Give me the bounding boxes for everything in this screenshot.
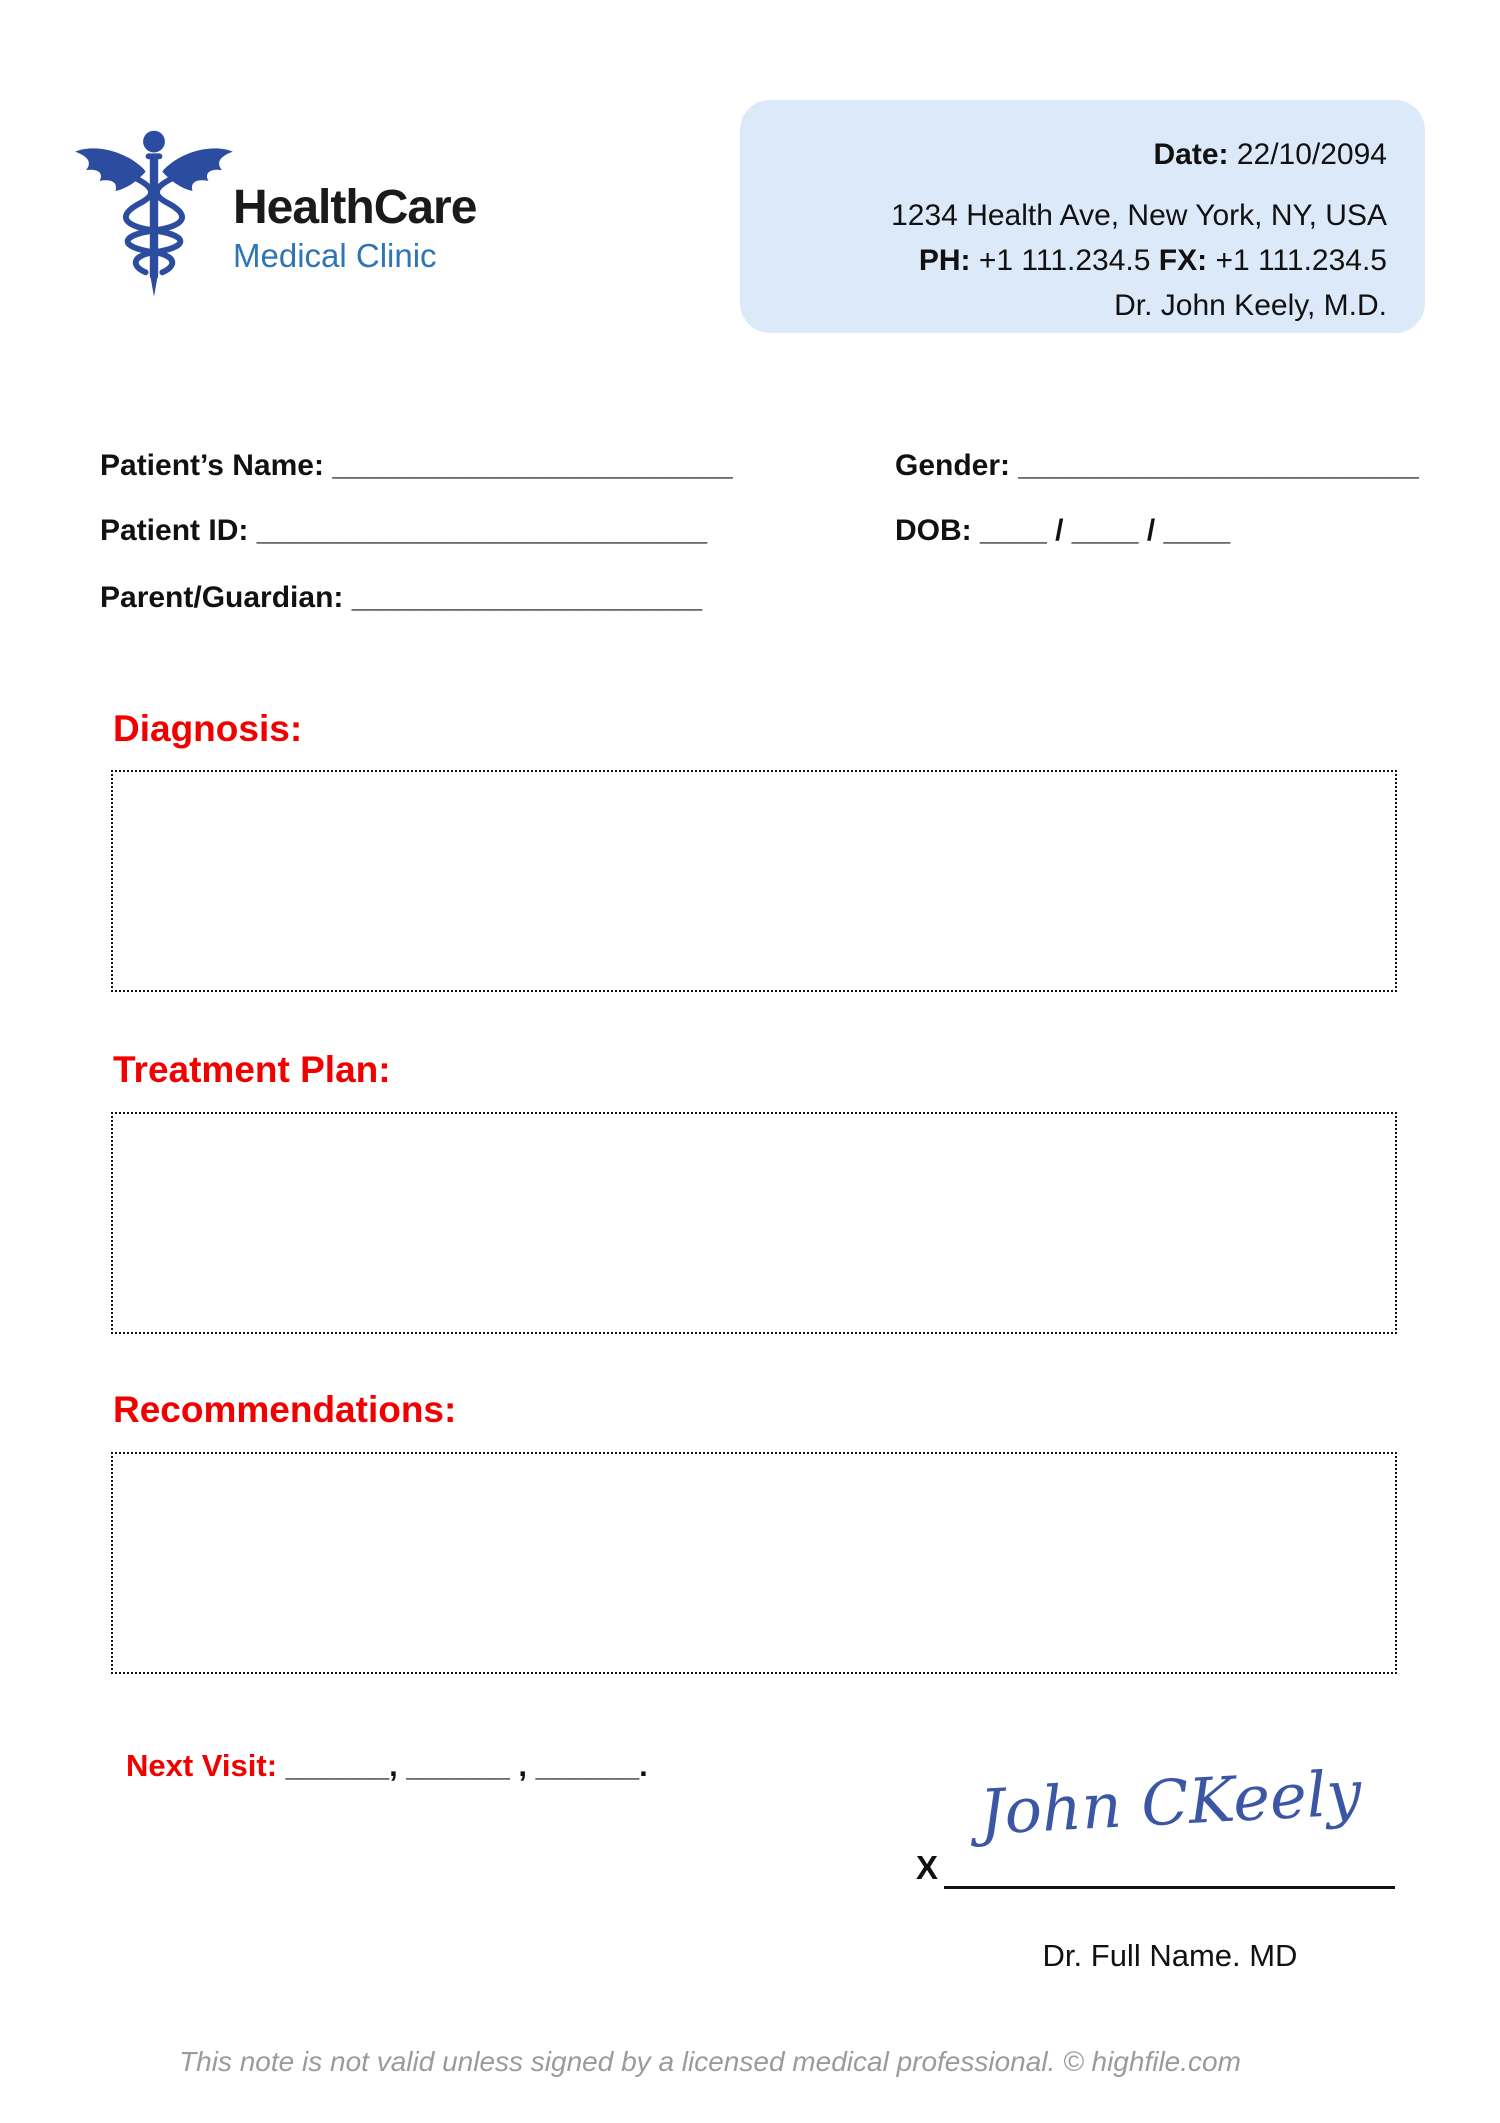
validity-footer-note: This note is not valid unless signed by a licensed medical professional. © highfile.com	[179, 2046, 1241, 2077]
fax-label: FX:	[1158, 244, 1208, 277]
recommendations-heading: Recommendations:	[113, 1389, 457, 1430]
phone-fax-line	[740, 238, 1387, 283]
patient-id-blank[interactable]: ___________________________	[256, 514, 708, 547]
date-label: Date:	[1153, 138, 1229, 171]
brand-subtitle: Medical Clinic	[233, 237, 437, 274]
clinic-info-box	[740, 100, 1425, 333]
caduceus-icon	[68, 124, 240, 300]
phone-value: +1 111.234.5	[978, 244, 1151, 277]
treatment-plan-heading: Treatment Plan:	[113, 1049, 391, 1090]
gender-row	[895, 449, 1419, 483]
guardian-row	[100, 581, 702, 615]
diagnosis-heading: Diagnosis:	[113, 708, 303, 749]
signature-x-mark: X	[916, 1849, 939, 1886]
patient-name-blank[interactable]: ________________________	[332, 449, 733, 482]
gender-label: Gender:	[895, 449, 1011, 482]
doctor-printed-name: Dr. Full Name. MD	[1042, 1938, 1298, 1973]
patient-id-row	[100, 514, 707, 548]
date-value: 22/10/2094	[1236, 138, 1387, 171]
date-line	[740, 132, 1387, 177]
gender-blank[interactable]: ________________________	[1018, 449, 1419, 482]
guardian-label: Parent/Guardian:	[100, 581, 344, 614]
doctor-signature-script: John CKeely	[977, 1756, 1364, 1849]
diagnosis-input-area[interactable]	[111, 770, 1397, 992]
clinic-logo-text	[233, 181, 477, 274]
brand-name: HealthCare	[233, 181, 477, 234]
fax-value: +1 111.234.5	[1215, 244, 1387, 277]
guardian-blank[interactable]: _____________________	[351, 581, 703, 614]
dob-blank[interactable]: ____ / ____ / ____	[980, 514, 1231, 547]
doctor-name-line: Dr. John Keely, M.D.	[1114, 289, 1387, 322]
treatment-plan-input-area[interactable]	[111, 1112, 1397, 1334]
signature-line[interactable]	[944, 1842, 1395, 1889]
patient-name-row	[100, 449, 733, 483]
next-visit-row	[126, 1748, 648, 1784]
patient-id-label: Patient ID:	[100, 514, 249, 547]
recommendations-input-area[interactable]	[111, 1452, 1397, 1674]
next-visit-label: Next Visit:	[126, 1748, 278, 1783]
clinic-address: 1234 Health Ave, New York, NY, USA	[891, 199, 1387, 232]
dob-label: DOB:	[895, 514, 972, 547]
patient-name-label: Patient’s Name:	[100, 449, 324, 482]
dob-row	[895, 514, 1230, 548]
phone-label: PH:	[918, 244, 971, 277]
next-visit-blanks[interactable]: ______, ______ , ______.	[285, 1748, 648, 1783]
